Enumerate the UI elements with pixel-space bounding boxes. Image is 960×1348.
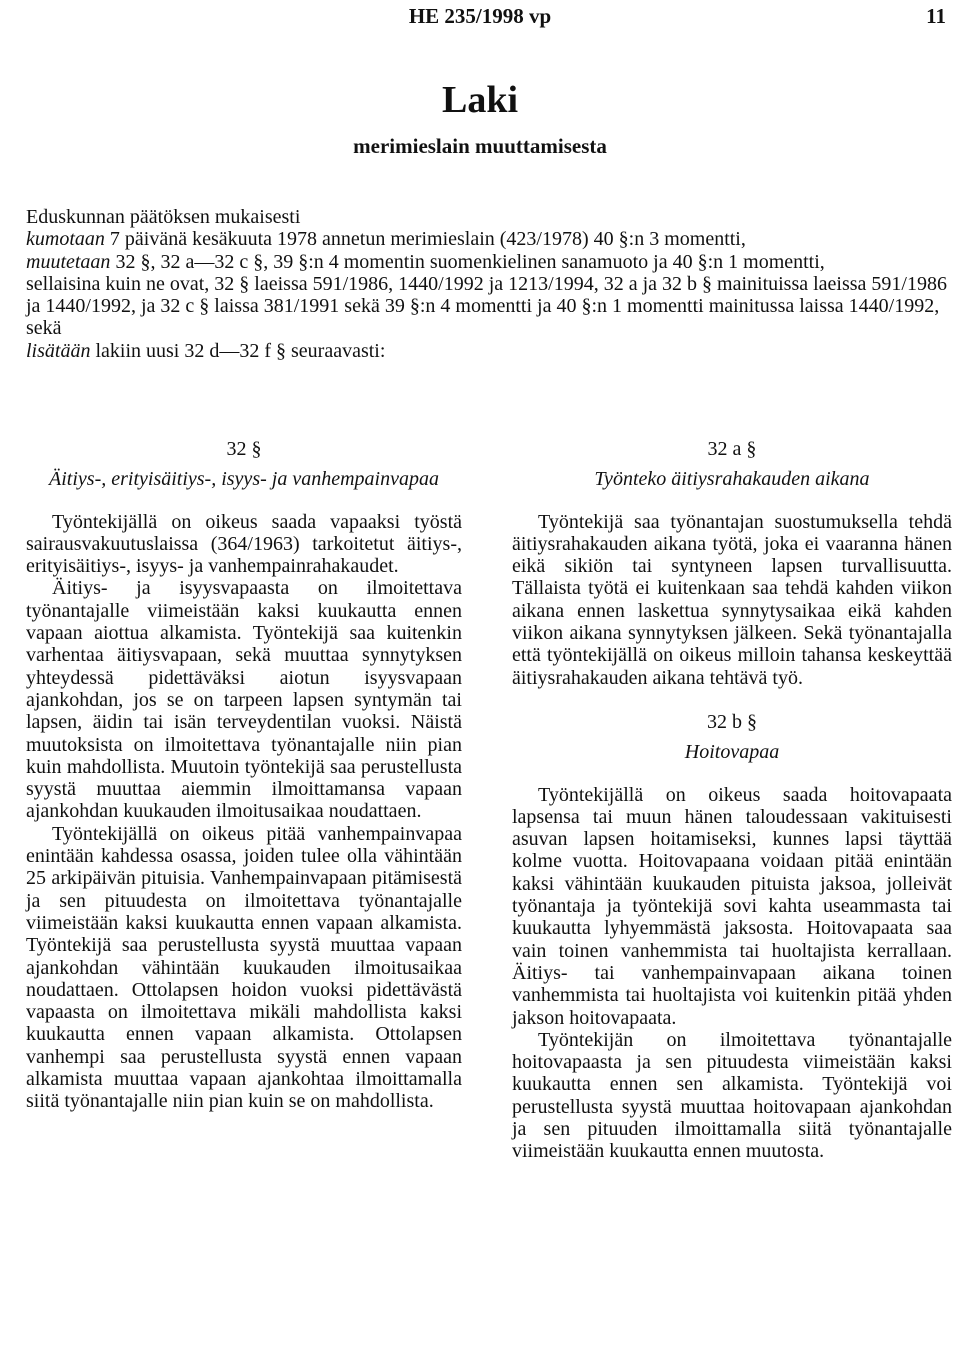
repeal-keyword: kumotaan — [26, 228, 105, 251]
repeal-text: 7 päivänä kesäkuuta 1978 annetun merimieslain (423/1978) 40 §:n 3 momentti, — [104, 228, 746, 251]
preamble — [26, 206, 950, 362]
section-paragraph: Äitiys- ja isyysvapaasta on ilmoitettava työnantajalle viimeistään kaksi kuukautta ennen vapaan aiottua alkamista. Työntekijä saa kuitenkin varhentaa äitiysvapaan, sekä muuttaa synnytyksen yhteydessä pidettäväksi aiotun isyysvapaan ajankohdan, jos se on tarpeen lapsen syntymän tai lapsen, äidin tai isän terveydentilan vuoksi. Näistä muutoksista on ilmoitettava työnantajalle niin pian kuin mahdollista. Muutoin työntekijä saa perustellusta syystä muuttaa aiemmin ilmoittamansa vapaan ajankohdan kuukauden ilmoitusaikaa noudattaen. — [26, 577, 462, 823]
section-title: Äitiys-, erityisäitiys-, isyys- ja vanhempainvapaa — [49, 468, 439, 491]
section-paragraph: Työntekijä saa työnantajan suostumuksella tehdä äitiysrahakauden aikana työtä, joka ei vaaranna hänen eikä sikiön tai syntyneen lapsen turvallisuutta. Tällaista työtä ei kuitenkaan saa tehdä kahden viikon aikana ennen laskettua synnytysaikaa eikä kahden viikon aikana synnytyksen jälkeen. Sekä työnantajalla että työntekijällä on oikeus milloin tahansa keskeyttää äitiysrahakauden aikana tehtävä työ. — [512, 510, 952, 689]
amend-text: 32 §, 32 a—32 c §, 39 §:n 4 momentin suomenkielinen sanamuoto ja 40 §:n 1 momentti, — [110, 250, 825, 273]
section-gap — [512, 689, 952, 711]
preamble-add — [26, 340, 950, 362]
law-subtitle: merimieslain muuttamisesta — [353, 134, 607, 158]
section-paragraph: Työntekijän on ilmoitettava työnantajalle hoitovapaasta ja sen pituudesta viimeistään kaksi kuukautta ennen sen alkamista. Työntekijä voi perustellusta syystä muuttaa hoitovapaan ajankohdan ja sen pituuden ilmoittamalla siitä työnantajalle viimeistään kuukautta ennen muutosta. — [512, 1028, 952, 1163]
section-number: 32 a § — [707, 438, 757, 460]
running-header — [0, 4, 960, 32]
section-title: Hoitovapaa — [684, 741, 780, 764]
section-number: 32 § — [226, 438, 262, 460]
section-paragraph: Työntekijällä on oikeus pitää vanhempainvapaa enintään kahdessa osassa, joiden tulee olla vähintään 25 arkipäivän pituisia. Vanhempainvapaan pitämisestä ja sen pituudesta on ilmoitettava työnantajalle viimeistään kaksi kuukautta ennen vapaan alkamista. Työntekijä saa perustellusta syystä muuttaa vapaan ajankohdan vähintään kuukauden ilmoitusaikaa noudattaen. Ottolapsen hoidon vuoksi pidettävästä vapaasta on ilmoitettava mikäli mahdollista kaksi kuukautta ennen vapaan alkamista. Ottolapsen vanhempi saa perustellusta syystä ennen vapaan alkamista muuttaa vapaan ajankohtaa ilmoittamalla siitä työnantajalle niin pian kuin se on mahdollista. — [26, 822, 462, 1113]
document-id: HE 235/1998 vp — [408, 4, 552, 28]
section-paragraph: Työntekijällä on oikeus saada vapaaksi työstä sairausvakuutuslaissa (364/1963) tarkoitetut äitiys-, erityisäitiys-, isyys- ja vanhempainrahakaudet. — [26, 510, 462, 578]
section-number: 32 b § — [707, 710, 757, 733]
preamble-enactment: Eduskunnan päätöksen mukaisesti — [26, 206, 301, 228]
section-paragraph: Työntekijällä on oikeus saada hoitovapaata lapsensa tai muun hänen taloudessaan vakituisesti asuvan lapsen hoitamiseksi, kunnes lapsi täyttää kolme vuotta. Hoitovapaana voidaan pitää enintään kaksi vähintään kuukauden pituista jaksoa, jolleivät työnantaja ja työntekijä sovi kahta useammasta tai kuukautta lyhyemmästä jaksosta. Hoitovapaata saa vain toinen vanhemmista tai huoltajista kerrallaan. Äitiys- tai vanhempainvapaan aikana toinen vanhemmista tai huoltajista voi kuitenkin pitää yhden jakson hoitovapaata. — [512, 783, 952, 1029]
preamble-repeal — [26, 228, 950, 250]
add-keyword: lisätään — [26, 339, 91, 362]
left-column — [26, 438, 462, 1113]
amend-keyword: muutetaan — [26, 250, 111, 273]
page-number: 11 — [926, 4, 946, 28]
section-title: Työnteko äitiysrahakauden aikana — [594, 468, 870, 491]
add-text: lakiin uusi 32 d—32 f § seuraavasti: — [90, 339, 386, 362]
law-title: Laki — [441, 79, 519, 121]
preamble-amend — [26, 251, 950, 273]
preamble-amend-detail: sellaisina kuin ne ovat, 32 § laeissa 591/1986, 1440/1992 ja 1213/1994, 32 a ja 32 b § mainituissa laeissa 591/1986 ja 1440/1992, ja 32 c § laissa 381/1991 sekä 39 §:n 4 momentti ja 40 §:n 1 momentti mainitussa laissa 1440/1992, sekä — [26, 272, 947, 340]
right-column — [512, 438, 952, 1163]
